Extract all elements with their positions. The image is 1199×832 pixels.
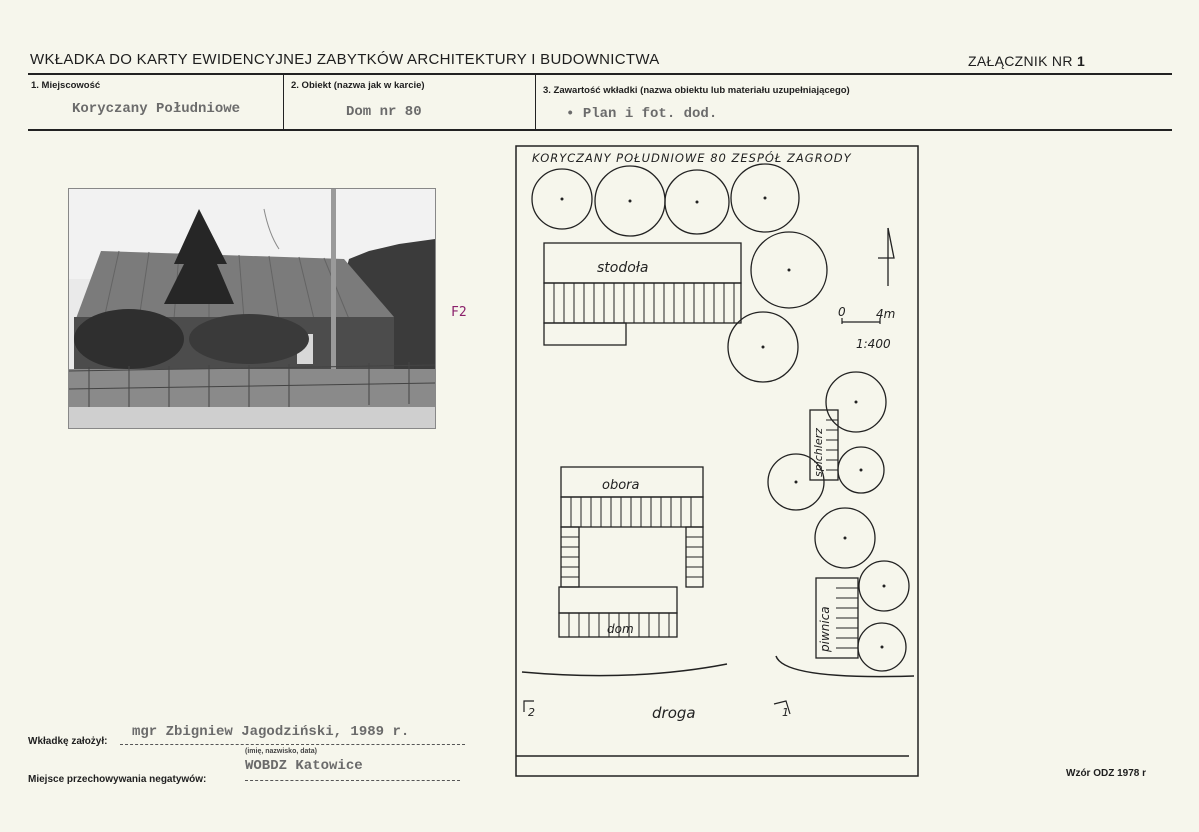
storage-label: Miejsce przechowywania negatywów: xyxy=(28,774,207,785)
signature-hint: (imię, nazwisko, data) xyxy=(245,748,317,755)
granary-label: spichlerz xyxy=(812,428,825,477)
header-rule-top xyxy=(28,73,1172,75)
cowshed-label: obora xyxy=(602,478,640,493)
road-edge xyxy=(522,664,727,676)
founded-line xyxy=(120,744,465,745)
site-plan xyxy=(514,144,924,780)
trees xyxy=(532,164,909,671)
content-value: • Plan i fot. dod. xyxy=(566,106,718,122)
annex-label: ZAŁĄCZNIK NR xyxy=(968,53,1073,69)
place-label: 1. Miejscowość xyxy=(31,80,101,91)
storage-value: WOBDZ Katowice xyxy=(245,758,363,774)
founded-value: mgr Zbigniew Jagodziński, 1989 r. xyxy=(132,724,410,740)
header-rule-bottom xyxy=(28,129,1172,131)
house-photograph xyxy=(68,188,436,429)
barn-label: stodoła xyxy=(597,260,649,276)
scale-zero: 0 xyxy=(838,305,846,319)
field-divider-2 xyxy=(535,75,536,129)
founded-label: Wkładkę założył: xyxy=(28,736,108,747)
barn xyxy=(544,243,741,345)
form-reference: Wzór ODZ 1978 r xyxy=(1066,768,1147,779)
marker-left: 2 xyxy=(528,706,535,719)
plan-frame xyxy=(516,146,918,776)
photo-mark: F2 xyxy=(451,305,467,320)
place-value: Koryczany Południowe xyxy=(72,101,241,117)
storage-line xyxy=(245,780,460,781)
object-label: 2. Obiekt (nazwa jak w karcie) xyxy=(291,80,425,91)
north-arrow-icon xyxy=(878,228,894,286)
scale-length: 4m xyxy=(876,307,896,321)
photograph-image xyxy=(69,189,435,428)
card-title: WKŁADKA DO KARTY EWIDENCYJNEJ ZABYTKÓW ARCHITEKTURY I BUDOWNICTWA xyxy=(30,51,660,68)
road-label: droga xyxy=(652,704,696,722)
house-label: dom xyxy=(607,622,634,636)
field-divider-1 xyxy=(283,75,284,129)
cellar-label: piwnica xyxy=(818,606,832,652)
annex-number-value: 1 xyxy=(1076,53,1086,69)
object-value: Dom nr 80 xyxy=(346,104,422,120)
plan-title: KORYCZANY POŁUDNIOWE 80 ZESPÓŁ ZAGRODY xyxy=(532,151,852,165)
content-value-text: Plan i fot. dod. xyxy=(582,106,718,122)
annex-number xyxy=(968,53,1085,69)
road-edge xyxy=(776,656,914,677)
scale-bar xyxy=(842,318,880,324)
marker-right: 1 xyxy=(782,706,789,719)
scale-ratio: 1:400 xyxy=(856,337,891,351)
content-label: 3. Zawartość wkładki (nazwa obiektu lub materiału uzupełniającego) xyxy=(543,85,850,96)
